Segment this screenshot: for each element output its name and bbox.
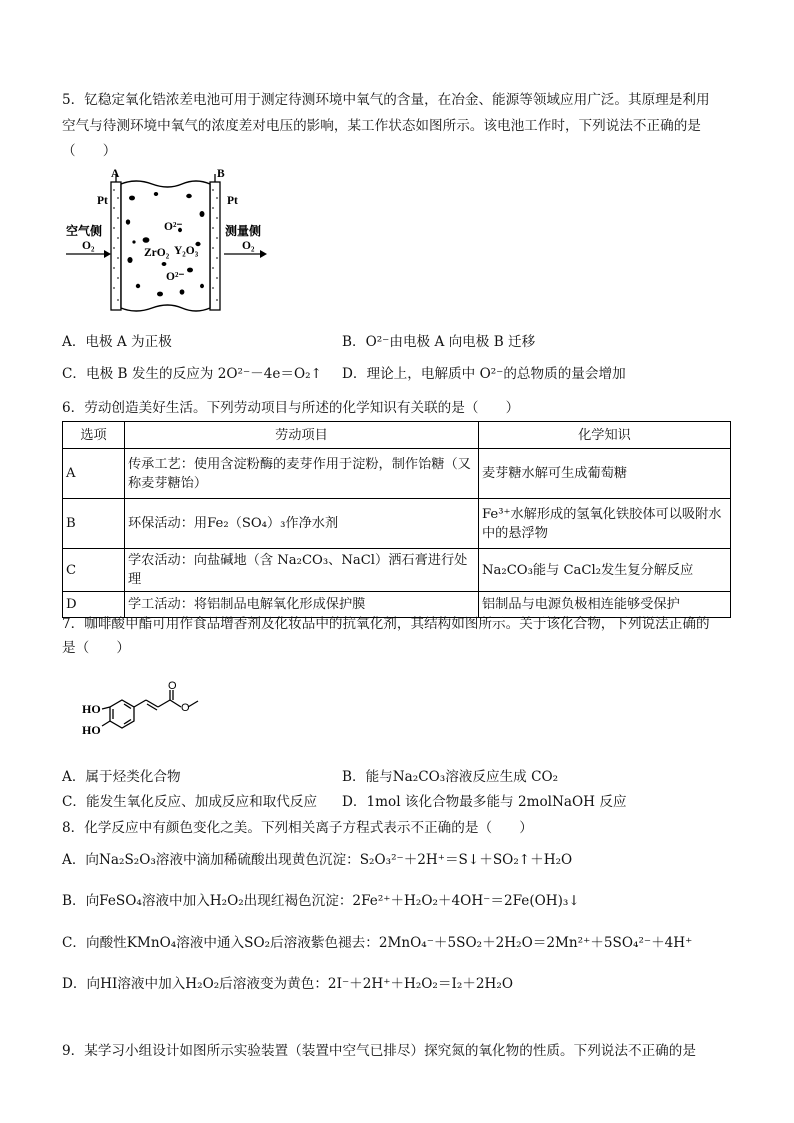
label-electrode-a: A [111, 168, 120, 180]
q5-option-c: C．电极 B 发生的反应为 2O²⁻－4e＝O₂↑ [62, 366, 322, 382]
row-c-labor: 学农活动：向盐碱地（含 Na₂CO₃、NaCl）洒石膏进行处理 [125, 549, 479, 592]
row-c-chem: Na₂CO₃能与 CaCl₂发生复分解反应 [479, 549, 731, 592]
label-o2-right: O₂ [242, 240, 255, 252]
q7-option-a: A．属于烃类化合物 [62, 769, 181, 785]
label-ho-bottom: HO [82, 723, 101, 737]
row-a-chem: 麦芽糖水解可生成葡萄糖 [479, 449, 731, 499]
label-y2o3: Y₂O₃ [174, 245, 199, 257]
row-b-option: B [63, 499, 125, 549]
label-o2minus-top: O²⁻ [164, 221, 183, 233]
methyl-caffeate-structure [80, 680, 220, 750]
row-d-option: D [63, 592, 125, 618]
q5-option-d: D．理论上，电解质中 O²⁻的总物质的量会增加 [342, 366, 626, 382]
label-air-side: 空气侧 [66, 224, 103, 238]
row-b-labor: 环保活动：用Fe₂（SO₄）₃作净水剂 [125, 499, 479, 549]
q8-option-d: D．向HI溶液中加入H₂O₂后溶液变为黄色：2I⁻＋2H⁺＋H₂O₂＝I₂＋2H₂O [62, 976, 513, 992]
q5-stem-line2: 空气与待测环境中氧气的浓度差对电压的影响，某工作状态如图所示。该电池工作时，下列说法不正确的是 [62, 118, 701, 134]
label-pt-left: Pt [97, 195, 108, 207]
label-o2-left: O₂ [82, 240, 95, 252]
q9-stem: 9．某学习小组设计如图所示实验装置（装置中空气已排尽）探究氮的氧化物的性质。下列说法不正确的是 [62, 1043, 696, 1059]
q5-option-a: A．电极 A 为正极 [62, 334, 172, 350]
q8-option-a: A．向Na₂S₂O₃溶液中滴加稀硫酸出现黄色沉淀：S₂O₃²⁻＋2H⁺＝S↓＋SO₂↑＋H₂O [62, 852, 573, 868]
q8-option-b: B．向FeSO₄溶液中加入H₂O₂出现红褐色沉淀：2Fe²⁺＋H₂O₂＋4OH⁻＝2Fe(OH)₃↓ [62, 893, 580, 909]
q7-stem-line1: 7．咖啡酸甲酯可用作食品增香剂及化妆品中的抗氧化剂，其结构如图所示。关于该化合物，下列说法正确的 [62, 616, 710, 632]
label-o2minus-bottom: O²⁻ [166, 271, 185, 283]
q7-stem-line2: 是（ ） [62, 640, 130, 656]
header-labor: 劳动项目 [125, 422, 479, 449]
q7-option-d: D．1mol 该化合物最多能与 2molNaOH 反应 [342, 794, 627, 810]
label-ho-top: HO [82, 702, 101, 716]
table-row [63, 449, 731, 499]
row-b-chem: Fe³⁺水解形成的氢氧化铁胶体可以吸附水中的悬浮物 [479, 499, 731, 549]
label-electrode-b: B [217, 168, 225, 180]
q5-stem-line3: （ ） [62, 143, 117, 159]
row-d-labor: 学工活动：将铝制品电解氧化形成保护膜 [125, 592, 479, 618]
q5-option-b: B．O²⁻由电极 A 向电极 B 迁移 [342, 334, 536, 350]
q7-option-c: C．能发生氧化反应、加成反应和取代反应 [62, 794, 318, 810]
table-row [63, 499, 731, 549]
label-ester-o: O [181, 702, 190, 714]
label-carbonyl-o: O [168, 680, 177, 692]
row-a-option: A [63, 449, 125, 499]
electrode-b-strip [210, 182, 220, 310]
q6-table [62, 421, 731, 618]
row-c-option: C [63, 549, 125, 592]
label-zro2: ZrO₂ [144, 247, 170, 259]
label-pt-right: Pt [227, 195, 238, 207]
table-header-row [63, 422, 731, 449]
label-measure-side: 测量侧 [225, 224, 262, 238]
q6-stem: 6．劳动创造美好生活。下列劳动项目与所述的化学知识有关联的是（ ） [62, 400, 520, 416]
electrode-a-strip [111, 182, 121, 310]
q5-stem-line1: 5．钇稳定氧化锆浓差电池可用于测定待测环境中氧气的含量，在冶金、能源等领域应用广泛。其原理是利用 [62, 92, 710, 108]
table-row [63, 549, 731, 592]
row-d-chem: 铝制品与电源负极相连能够受保护 [479, 592, 731, 618]
header-option: 选项 [63, 422, 125, 449]
row-a-labor: 传承工艺：使用含淀粉酶的麦芽作用于淀粉，制作饴糖（又称麦芽糖饴） [125, 449, 479, 499]
concentration-cell-figure [64, 168, 276, 320]
q8-option-c: C．向酸性KMnO₄溶液中通入SO₂后溶液紫色褪去：2MnO₄⁻＋5SO₂＋2H₂O＝2Mn²⁺＋5SO₄²⁻＋4H⁺ [62, 935, 693, 951]
header-chem: 化学知识 [479, 422, 731, 449]
q8-stem: 8．化学反应中有颜色变化之美。下列相关离子方程式表示不正确的是（ ） [62, 820, 533, 836]
q7-option-b: B．能与Na₂CO₃溶液反应生成 CO₂ [342, 769, 559, 785]
